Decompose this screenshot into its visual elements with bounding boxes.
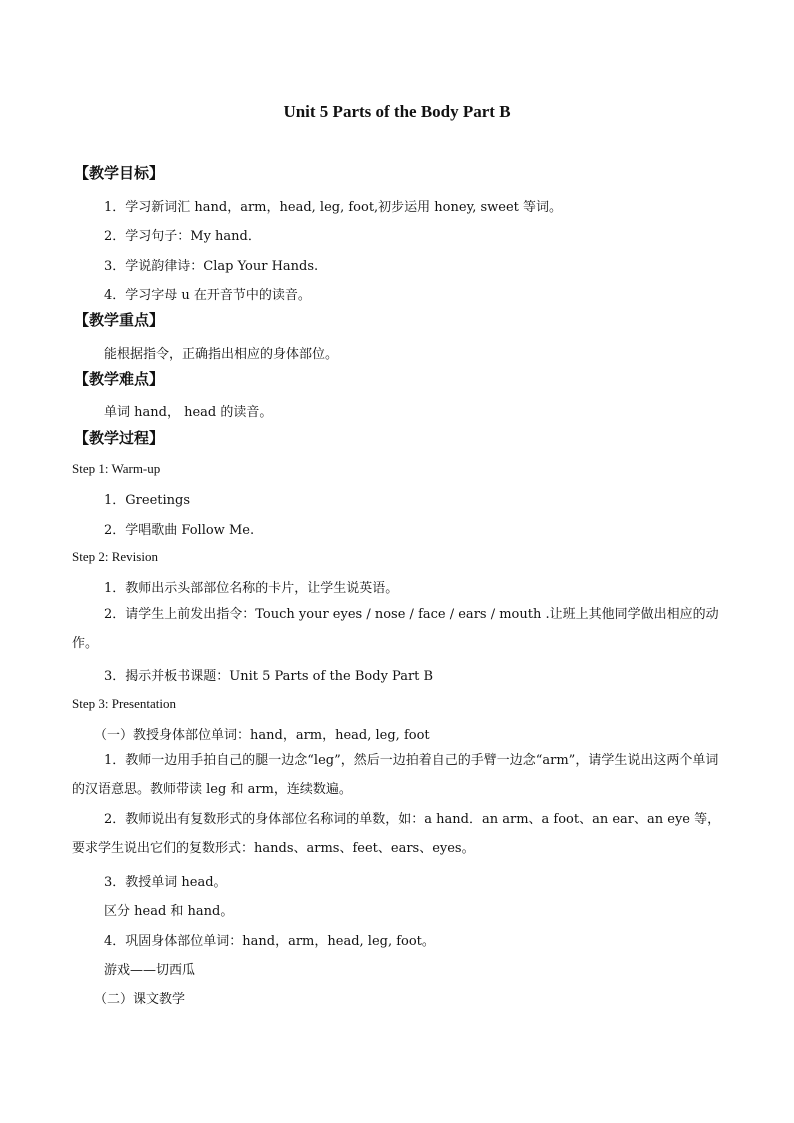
step3-note: 区分 head 和 hand。 [104, 904, 234, 919]
step3-subheading: （一）教授身体部位单词：hand，arm，head, leg, foot [94, 728, 430, 743]
step1-item: 2．学唱歌曲 Follow Me. [104, 523, 255, 538]
step2-item: 2．请学生上前发出指令：Touch your eyes / nose / face / ears / mouth .让班上其他同学做出相应的动作。 [72, 607, 719, 651]
step1-label: Step 1: Warm-up [72, 461, 161, 476]
key-points-heading: 【教学重点】 [74, 311, 165, 329]
objective-item: 1．学习新词汇 hand，arm，head, leg, foot,初步运用 honey, sweet 等词。 [104, 200, 562, 215]
step2-item: 3．揭示并板书课题：Unit 5 Parts of the Body Part B [104, 669, 434, 684]
step3-item: 1．教师一边用手拍自己的腿一边念“leg”，然后一边拍着自己的手臂一边念“arm”，请学生说出这两个单词的汉语意思。教师带读 leg 和 arm，连续数遍。 [72, 753, 719, 797]
key-points-text: 能根据指令，正确指出相应的身体部位。 [104, 347, 339, 362]
objective-item: 3．学说韵律诗：Clap Your Hands. [104, 259, 319, 274]
document-title: Unit 5 Parts of the Body Part B [283, 102, 511, 121]
objective-item: 4．学习字母 u 在开音节中的读音。 [104, 288, 311, 303]
step1-item: 1．Greetings [104, 493, 191, 508]
step3-item: 3．教授单词 head。 [104, 875, 227, 890]
step3-label: Step 3: Presentation [72, 696, 176, 711]
step2-item: 1．教师出示头部部位名称的卡片，让学生说英语。 [104, 581, 399, 596]
objective-item: 2．学习句子：My hand． [104, 229, 261, 244]
step3-item: 2．教师说出有复数形式的身体部位名称词的单数，如：a hand．an arm、a foot、an ear、an eye 等，要求学生说出它们的复数形式：hands、arms、feet、ears、eyes。 [72, 812, 721, 856]
step3-item: 4．巩固身体部位单词：hand，arm，head, leg, foot。 [104, 934, 435, 949]
process-heading: 【教学过程】 [74, 429, 165, 447]
step3-game: 游戏——切西瓜 [104, 963, 196, 978]
difficulties-heading: 【教学难点】 [74, 370, 165, 388]
step3-subheading: （二）课文教学 [94, 992, 186, 1007]
objectives-heading: 【教学目标】 [74, 164, 165, 182]
step2-label: Step 2: Revision [72, 549, 158, 564]
difficulties-text: 单词 hand， head 的读音。 [104, 405, 273, 420]
